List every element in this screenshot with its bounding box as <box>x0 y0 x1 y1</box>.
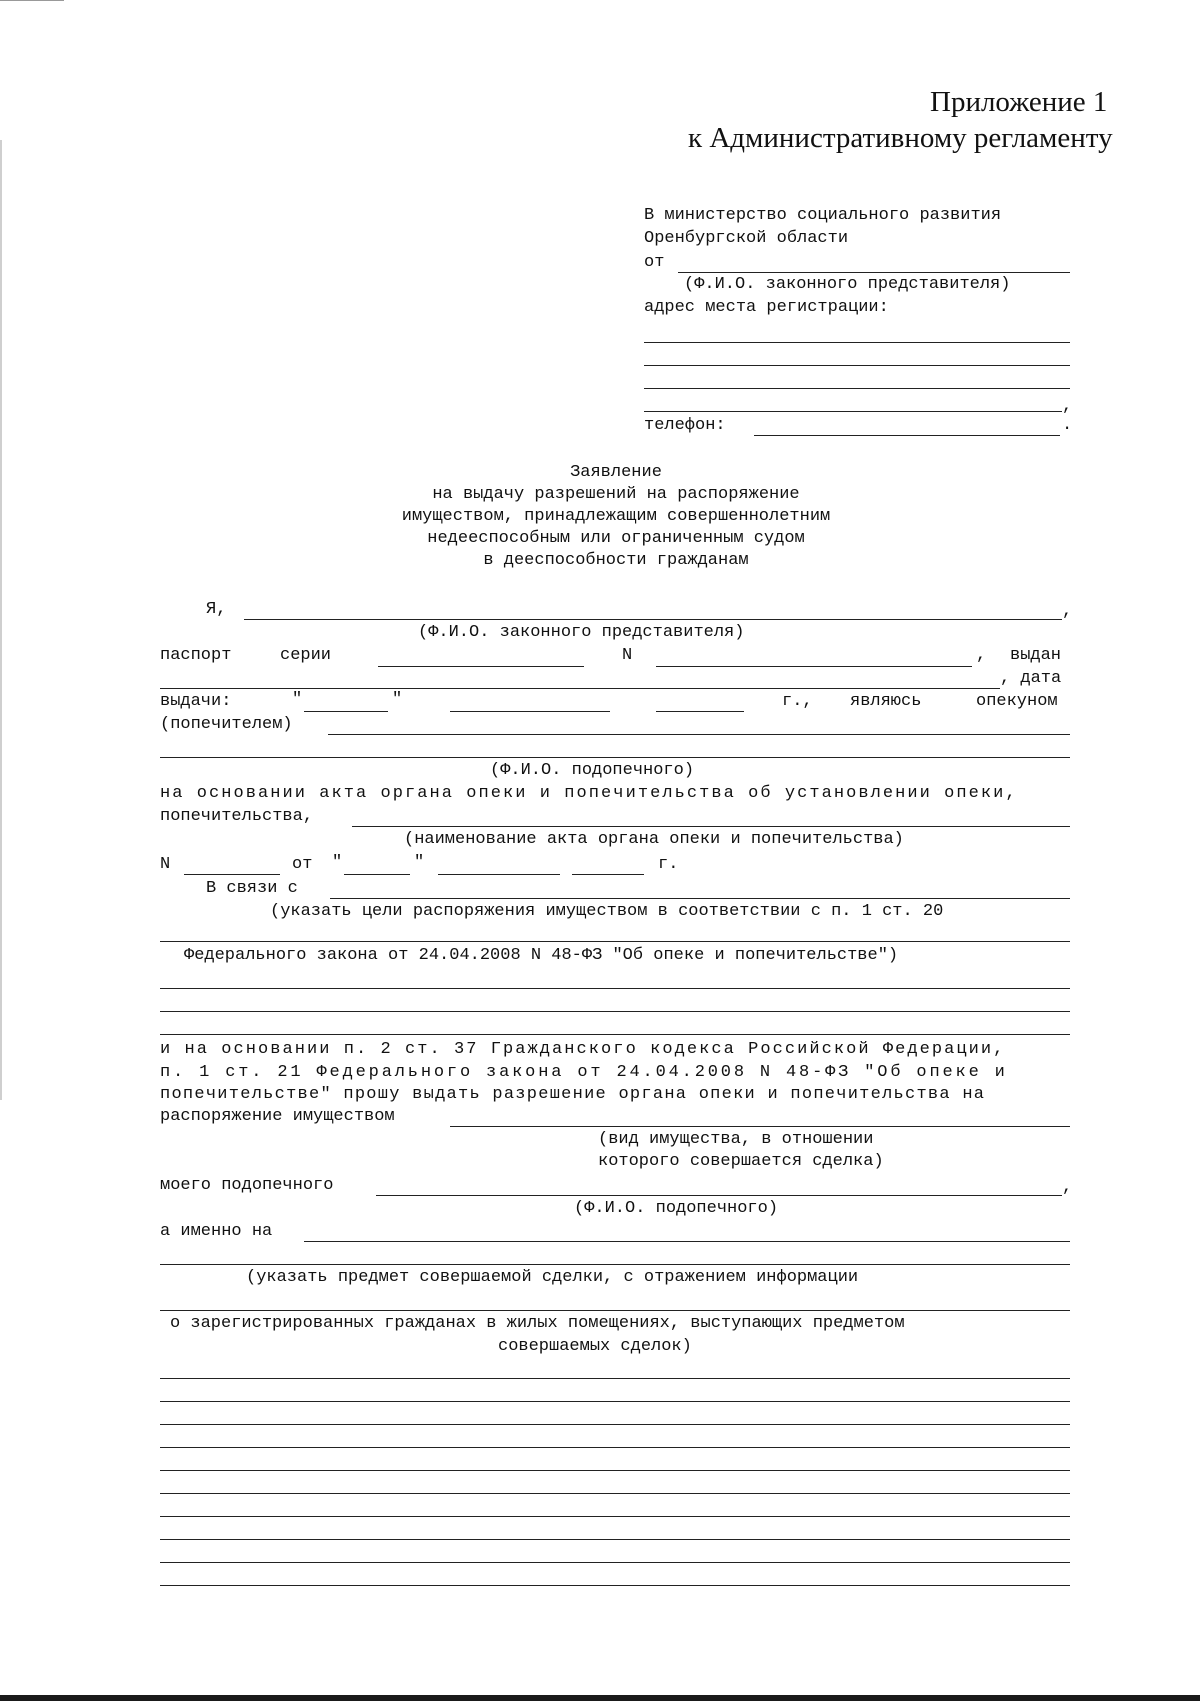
from-caption: (Ф.И.О. законного представителя) <box>684 275 1011 294</box>
blank-line-3[interactable] <box>160 1424 1070 1425</box>
ward-caption: (Ф.И.О. подопечного) <box>490 761 695 780</box>
address-label: адрес места регистрации: <box>644 298 889 317</box>
trustee-line[interactable] <box>328 734 1070 735</box>
property-caption-1: (вид имущества, в отношении <box>598 1130 874 1149</box>
act-number-label: N <box>160 855 171 874</box>
phone-label: телефон: <box>644 416 726 435</box>
my-ward-comma: , <box>1062 1178 1073 1197</box>
guardian-label: опекуном <box>976 692 1058 711</box>
subject-line-1[interactable] <box>160 1264 1070 1265</box>
address-line-1[interactable] <box>644 342 1070 343</box>
i-label: Я, <box>206 600 227 619</box>
number-line[interactable] <box>656 666 972 667</box>
act-name-line[interactable] <box>352 826 1070 827</box>
scan-artifact <box>0 0 64 1</box>
blank-line-9[interactable] <box>160 1562 1070 1563</box>
title-line-1: Заявление <box>570 463 662 482</box>
address-line-3[interactable] <box>644 388 1070 389</box>
title-line-2: на выдачу разрешений на распоряжение <box>432 485 800 504</box>
title-line-4: недееспособным или ограниченным судом <box>427 529 805 548</box>
day-line[interactable] <box>304 711 388 712</box>
property-line[interactable] <box>450 1126 1070 1127</box>
para-line-1: и на основании п. 2 ст. 37 Гражданского кодекса Российской Федерации, <box>160 1040 1006 1059</box>
subject-caption: (указать предмет совершаемой сделки, с отражением информации <box>246 1268 859 1287</box>
address-comma: , <box>1062 397 1073 416</box>
address-line-2[interactable] <box>644 365 1070 366</box>
blank-line-4[interactable] <box>160 1447 1070 1448</box>
act-number-line[interactable] <box>184 874 280 875</box>
year-line[interactable] <box>656 711 744 712</box>
para-line-3: попечительстве" прошу выдать разрешение органа опеки и попечительства на <box>160 1085 986 1104</box>
being-label: являюсь <box>850 692 922 711</box>
address-line-4[interactable] <box>644 411 1062 412</box>
scan-edge <box>0 140 2 1100</box>
act-quote-close: " <box>414 853 425 872</box>
blank-line-5[interactable] <box>160 1470 1070 1471</box>
act-month-line[interactable] <box>438 874 560 875</box>
in-connection-label: В связи с <box>206 879 298 898</box>
act-year-line[interactable] <box>572 874 644 875</box>
passport-label: паспорт <box>160 646 232 665</box>
registered-caption-1: о зарегистрированных гражданах в жилых помещениях, выступающих предметом <box>170 1314 905 1333</box>
subject-line-2[interactable] <box>160 1310 1070 1311</box>
phone-line[interactable] <box>754 435 1060 436</box>
scan-edge-bottom <box>0 1695 1200 1701</box>
purpose-line-1[interactable] <box>160 941 1070 942</box>
issue-date-label: выдачи: <box>160 692 232 711</box>
basis-line-2: попечительства, <box>160 807 314 826</box>
month-line[interactable] <box>450 711 610 712</box>
in-connection-line[interactable] <box>330 898 1070 899</box>
act-caption: (наименование акта органа опеки и попечительства) <box>404 830 904 849</box>
act-from-label: от <box>292 855 313 874</box>
namely-label: а именно на <box>160 1222 273 1241</box>
ward-name-line[interactable] <box>160 757 1070 758</box>
purpose-line-4[interactable] <box>160 1034 1070 1035</box>
phone-dot: . <box>1062 416 1073 435</box>
trustee-label: (попечителем) <box>160 715 293 734</box>
appendix-label: Приложение 1 <box>930 86 1108 118</box>
i-caption: (Ф.И.О. законного представителя) <box>418 623 745 642</box>
issued-label: выдан <box>1010 646 1062 665</box>
issued-by-line[interactable] <box>160 688 1000 689</box>
quote-close: " <box>392 690 403 709</box>
ward-caption-2: (Ф.И.О. подопечного) <box>574 1199 779 1218</box>
my-ward-label: моего подопечного <box>160 1176 334 1195</box>
blank-line-8[interactable] <box>160 1539 1070 1540</box>
quote-open: " <box>292 690 303 709</box>
addressee-line-2: Оренбургской области <box>644 229 849 248</box>
title-line-3: имуществом, принадлежащим совершеннолетним <box>401 507 831 526</box>
my-ward-line[interactable] <box>376 1195 1062 1196</box>
registered-caption-2: совершаемых сделок) <box>498 1337 692 1356</box>
series-label: серии <box>280 646 332 665</box>
blank-line-6[interactable] <box>160 1493 1070 1494</box>
from-label: от <box>644 253 665 272</box>
regulation-label: к Административному регламенту <box>688 122 1113 154</box>
i-comma: , <box>1062 602 1073 621</box>
representative-name-line[interactable] <box>244 619 1062 620</box>
blank-line-10[interactable] <box>160 1585 1070 1586</box>
title-line-5: в дееспособности гражданам <box>483 551 749 570</box>
year-mark: г., <box>782 692 813 711</box>
act-quote-open: " <box>332 853 343 872</box>
basis-line-1: на основании акта органа опеки и попечительства об установлении опеки, <box>160 784 1018 803</box>
number-comma: , <box>976 646 987 665</box>
namely-line[interactable] <box>304 1241 1070 1242</box>
series-line[interactable] <box>378 666 584 667</box>
para-line-4: распоряжение имуществом <box>160 1107 395 1126</box>
act-day-line[interactable] <box>344 874 410 875</box>
blank-line-2[interactable] <box>160 1401 1070 1402</box>
property-caption-2: которого совершается сделка) <box>598 1152 884 1171</box>
blank-line-7[interactable] <box>160 1516 1070 1517</box>
purpose-line-2[interactable] <box>160 988 1070 989</box>
purpose-caption: (указать цели распоряжения имуществом в соответствии с п. 1 ст. 20 <box>270 902 944 921</box>
number-label: N <box>622 646 633 665</box>
from-name-line[interactable] <box>678 272 1070 273</box>
date-label: , дата <box>1000 669 1062 688</box>
addressee-line-1: В министерство социального развития <box>644 206 1002 225</box>
act-year-label: г. <box>658 855 679 874</box>
law-caption: Федерального закона от 24.04.2008 N 48-ФЗ "Об опеке и попечительстве") <box>184 946 899 965</box>
purpose-line-3[interactable] <box>160 1011 1070 1012</box>
para-line-2: п. 1 ст. 21 Федерального закона от 24.04.2008 N 48-ФЗ "Об опеке и <box>160 1063 1008 1082</box>
blank-line-1[interactable] <box>160 1378 1070 1379</box>
